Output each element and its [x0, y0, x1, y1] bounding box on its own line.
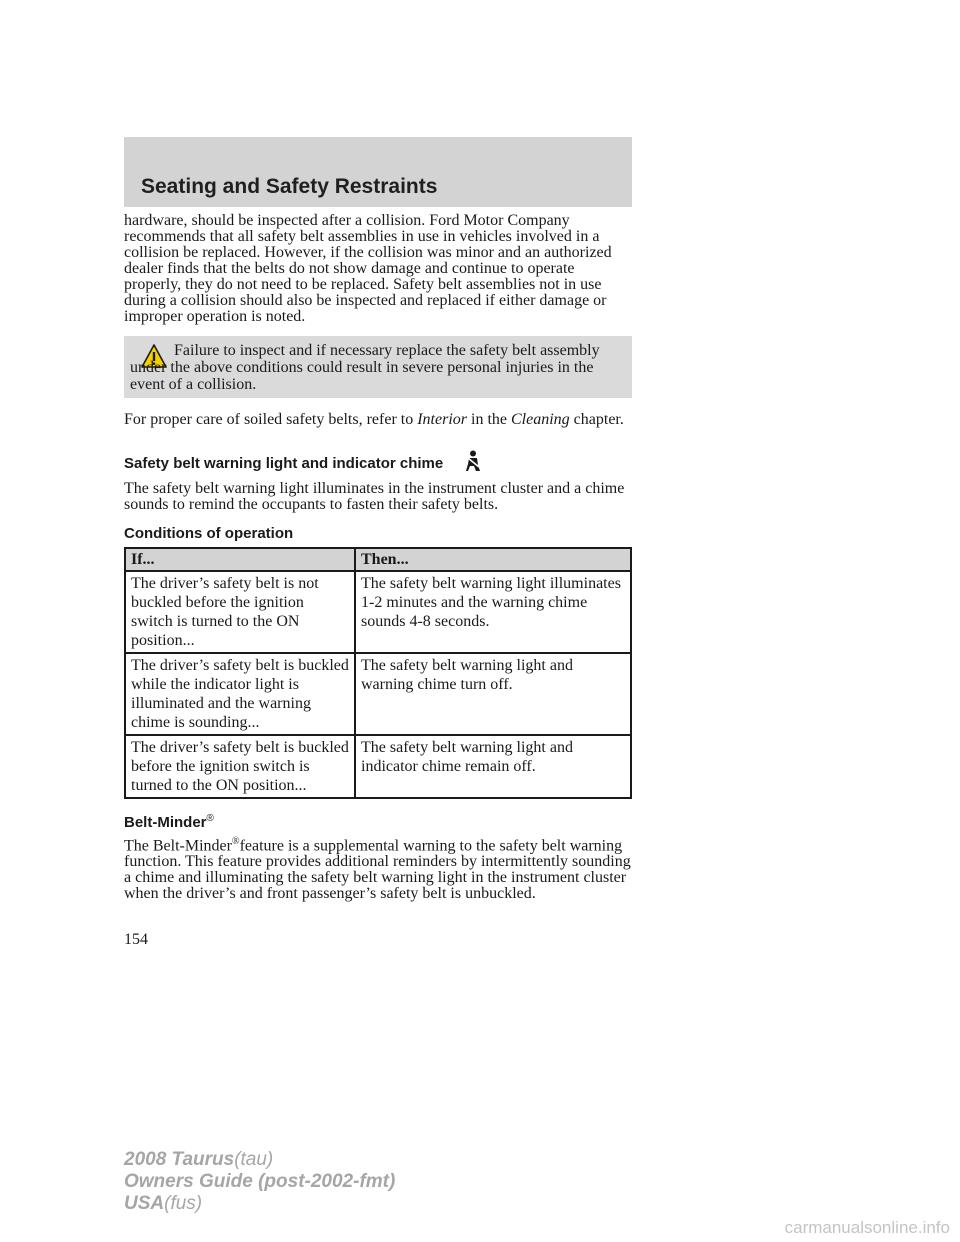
table-cell-condition: The driver’s safety belt is buckled while the indicator light is illuminated and the warning chime is sounding...: [125, 653, 355, 735]
column-header-then: Then...: [355, 548, 631, 571]
footer-guide: Owners Guide (post-2002-fmt): [124, 1171, 396, 1192]
footer-market-code: (fus): [164, 1193, 203, 1214]
belt-minder-heading: [124, 813, 214, 831]
section-title: Seating and Safety Restraints: [141, 175, 438, 198]
care-text-after: chapter.: [569, 411, 624, 428]
table-cell-result: The safety belt warning light illuminates 1-2 minutes and the warning chime sounds 4-8 seconds.: [355, 571, 631, 653]
care-text-middle: in the: [467, 411, 511, 428]
watermark: carmanualsonline.info: [784, 1218, 950, 1237]
table-cell-result: The safety belt warning light and warning chime turn off.: [355, 653, 631, 735]
care-paragraph: [124, 412, 632, 428]
seatbelt-icon: [464, 450, 482, 472]
warning-box: [124, 336, 632, 398]
table-header-row: [125, 548, 631, 571]
footer-line-1: [124, 1149, 395, 1171]
table-row: [125, 571, 631, 653]
cleaning-reference: Cleaning: [511, 411, 570, 428]
registered-mark: ®: [231, 836, 240, 847]
footer-model: 2008 Taurus: [124, 1149, 235, 1170]
conditions-table: [124, 547, 632, 799]
document-footer: [124, 1149, 395, 1215]
table-cell-condition: The driver’s safety belt is not buckled before the ignition switch is turned to the ON position...: [125, 571, 355, 653]
registered-mark: ®: [206, 813, 214, 824]
table-cell-condition: The driver’s safety belt is buckled before the ignition switch is turned to the ON position...: [125, 735, 355, 798]
page-number: 154: [124, 931, 148, 948]
footer-model-code: (tau): [234, 1149, 274, 1170]
belt-minder-text-rest: feature is a supplemental warning to the safety belt warning function. This feature provides additional reminders by intermittently sounding a chime and illuminating the safety belt warning light in the instrument cluster when the driver’s and front passenger’s safety belt is unbuckled.: [124, 837, 631, 903]
warning-light-paragraph: The safety belt warning light illuminates in the instrument cluster and a chime sounds to remind the occupants to fasten their safety belts.: [124, 480, 625, 513]
section-header: [124, 137, 632, 207]
table-row: [125, 653, 631, 735]
belt-minder-heading-text: Belt-Minder: [124, 814, 207, 831]
care-text-before: For proper care of soiled safety belts, refer to: [124, 411, 418, 428]
footer-line-3: [124, 1193, 395, 1215]
warning-light-heading: Safety belt warning light and indicator chime: [124, 455, 444, 472]
interior-reference: Interior: [417, 411, 467, 428]
column-header-if: If...: [125, 548, 355, 571]
belt-minder-text-start: The Belt-Minder: [124, 837, 232, 855]
conditions-heading: Conditions of operation: [124, 525, 294, 542]
footer-line-2: [124, 1171, 395, 1193]
warning-text: Failure to inspect and if necessary replace the safety belt assembly under the above conditions could result in severe personal injuries in the event of a collision.: [130, 342, 600, 393]
footer-market: USA: [124, 1193, 165, 1214]
table-row: [125, 735, 631, 798]
table-cell-result: The safety belt warning light and indicator chime remain off.: [355, 735, 631, 798]
belt-minder-paragraph: [124, 834, 632, 902]
intro-paragraph: hardware, should be inspected after a collision. Ford Motor Company recommends that all safety belt assemblies in use in vehicles involved in a collision be replaced. However, if the collision was minor and an authorized dealer finds that the belts do not show damage and continue to operate properly, they do not need to be replaced. Safety belt assemblies not in use during a collision should also be inspected and replaced if either damage or improper operation is noted.: [124, 212, 612, 325]
